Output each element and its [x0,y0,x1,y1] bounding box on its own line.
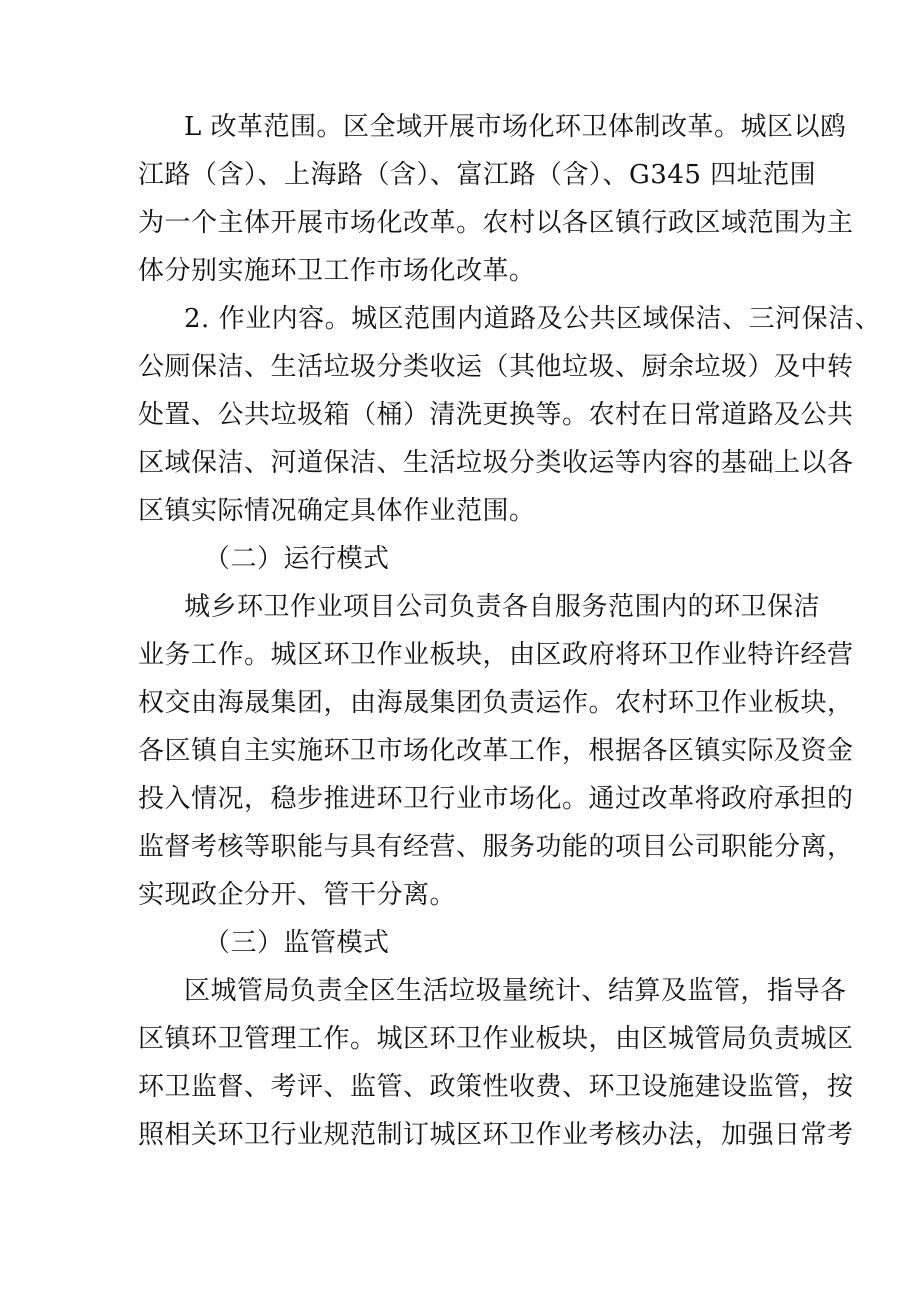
paragraph-line-11: 城乡环卫作业项目公司负责各自服务范围内的环卫保洁 [184,592,821,622]
paragraph-line-12: 业务工作。城区环卫作业板块，由区政府将环卫作业特许经营 [138,640,854,670]
paragraph-line-17: 实现政企分开、管干分离。 [138,880,457,910]
paragraph-line-2: 江路（含）、上海路（含）、富江路（含）、G345 四址范围 [138,160,817,190]
paragraph-line-6: 公厕保洁、生活垃圾分类收运（其他垃圾、厨余垃圾）及中转 [138,352,854,382]
paragraph-line-14: 各区镇自主实施环卫市场化改革工作，根据各区镇实际及资金 [138,736,854,766]
paragraph-line-5: 2. 作业内容。城区范围内道路及公共区域保洁、三河保洁、 [184,304,882,334]
paragraph-line-15: 投入情况，稳步推进环卫行业市场化。通过改革将政府承担的 [138,784,854,814]
paragraph-line-8: 区域保洁、河道保洁、生活垃圾分类收运等内容的基础上以各 [138,448,854,478]
paragraph-line-19: 区城管局负责全区生活垃圾量统计、结算及监管，指导各 [184,976,847,1006]
paragraph-line-7: 处置、公共垃圾箱（桶）清洗更换等。农村在日常道路及公共 [138,400,854,430]
paragraph-line-16: 监督考核等职能与具有经营、服务功能的项目公司职能分离， [138,832,854,862]
section-heading-operation-mode: （二）运行模式 [204,544,390,574]
paragraph-line-20: 区镇环卫管理工作。城区环卫作业板块，由区城管局负责城区 [138,1024,854,1054]
paragraph-line-13: 权交由海晟集团，由海晟集团负责运作。农村环卫作业板块， [138,688,854,718]
paragraph-line-21: 环卫监督、考评、监管、政策性收费、环卫设施建设监管，按 [138,1072,854,1102]
paragraph-line-3: 为一个主体开展市场化改革。农村以各区镇行政区域范围为主 [138,208,854,238]
paragraph-line-1: L 改革范围。区全域开展市场化环卫体制改革。城区以鸥 [184,112,847,142]
paragraph-line-22: 照相关环卫行业规范制订城区环卫作业考核办法，加强日常考 [138,1120,854,1150]
section-heading-supervision-mode: （三）监管模式 [204,928,390,958]
paragraph-line-9: 区镇实际情况确定具体作业范围。 [138,496,536,526]
paragraph-line-4: 体分别实施环卫工作市场化改革。 [138,256,536,286]
